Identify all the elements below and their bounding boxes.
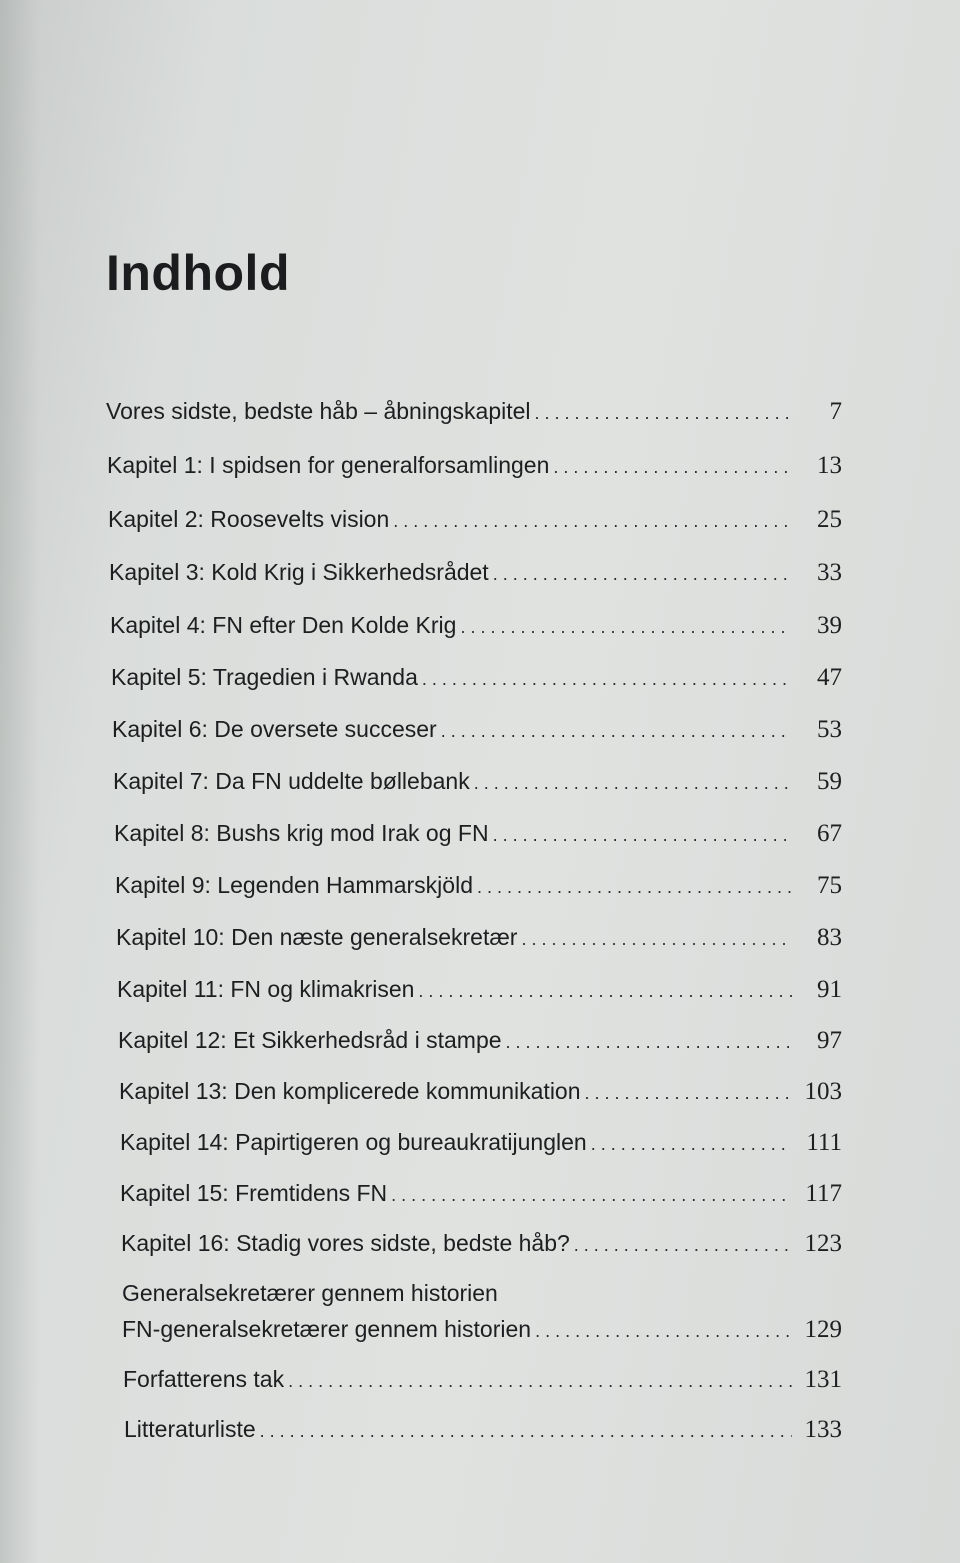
dot-leader	[393, 506, 792, 536]
toc-entry-page: 123	[804, 1230, 842, 1257]
toc-entry	[113, 766, 842, 798]
toc-entry	[112, 714, 842, 746]
dot-leader	[422, 664, 792, 694]
dot-leader	[493, 559, 792, 589]
toc-entry	[109, 557, 842, 589]
toc-entry-label: Kapitel 7: Da FN uddelte bøllebank	[113, 768, 470, 794]
dot-leader	[574, 1230, 792, 1260]
dot-leader	[477, 872, 792, 902]
toc-entry-page: 33	[817, 559, 842, 586]
toc-entry-page: 67	[817, 820, 842, 847]
toc-entry	[119, 1076, 842, 1108]
toc-entry	[117, 974, 842, 1006]
toc-entry	[114, 818, 842, 850]
toc-entry-label: Kapitel 6: De oversete succeser	[112, 716, 437, 742]
toc-entry-label: Kapitel 1: I spidsen for generalforsamlingen	[107, 452, 550, 478]
toc-entry-label: Kapitel 4: FN efter Den Kolde Krig	[110, 612, 457, 638]
toc-entry-page: 129	[804, 1316, 842, 1343]
toc-entry-page: 7	[829, 398, 842, 425]
toc-entry-label: Kapitel 5: Tragedien i Rwanda	[111, 664, 418, 690]
toc-entry	[121, 1228, 842, 1260]
toc-entry-label: Kapitel 2: Roosevelts vision	[108, 506, 390, 532]
toc-entry-label: Kapitel 10: Den næste generalsekretær	[116, 924, 518, 950]
dot-leader	[391, 1180, 792, 1210]
toc-entry-label: Kapitel 3: Kold Krig i Sikkerhedsrådet	[109, 559, 489, 585]
toc-entry-page: 75	[817, 872, 842, 899]
page-title: Indhold	[106, 245, 290, 301]
dot-leader	[460, 612, 792, 642]
toc-entry-page: 13	[817, 452, 842, 479]
toc-entry	[123, 1364, 842, 1396]
toc-entry	[111, 662, 842, 694]
toc-entry-label: Kapitel 11: FN og klimakrisen	[117, 976, 415, 1002]
dot-leader	[474, 768, 792, 798]
toc-entry	[124, 1414, 842, 1446]
toc-entry-heading-line: Generalsekretærer gennem historien	[122, 1280, 498, 1306]
toc-entry	[108, 504, 842, 536]
dot-leader	[535, 1316, 792, 1346]
toc-entry-page: 97	[817, 1027, 842, 1054]
toc-entry-label: Kapitel 14: Papirtigeren og bureaukratijunglen	[120, 1129, 587, 1155]
toc-entry-label: Vores sidste, bedste håb – åbningskapitel	[106, 398, 531, 424]
toc-entry-label: Kapitel 8: Bushs krig mod Irak og FN	[114, 820, 489, 846]
toc-entry-page: 25	[817, 506, 842, 533]
dot-leader	[493, 820, 792, 850]
toc-entry	[120, 1127, 842, 1159]
toc-entry-label: FN-generalsekretærer gennem historien	[122, 1316, 532, 1342]
toc-entry	[122, 1314, 842, 1346]
toc-entry	[110, 610, 842, 642]
toc-entry	[118, 1025, 842, 1057]
toc-entry-label: Kapitel 12: Et Sikkerhedsråd i stampe	[118, 1027, 502, 1053]
dot-leader	[506, 1027, 792, 1057]
toc-entry-page: 59	[817, 768, 842, 795]
toc-entry-page: 131	[804, 1366, 842, 1393]
toc-entry-label: Forfatterens tak	[123, 1366, 285, 1392]
dot-leader	[288, 1366, 792, 1396]
toc-entry	[106, 396, 842, 428]
dot-leader	[521, 924, 792, 954]
dot-leader	[260, 1416, 792, 1446]
dot-leader	[535, 398, 792, 428]
toc-entry	[115, 870, 842, 902]
toc-entry-page: 133	[804, 1416, 842, 1443]
dot-leader	[585, 1078, 792, 1108]
toc-entry-page: 47	[817, 664, 842, 691]
toc-entry-label: Kapitel 13: Den komplicerede kommunikation	[119, 1078, 581, 1104]
toc-entry-page: 83	[817, 924, 842, 951]
toc-entry-label: Kapitel 16: Stadig vores sidste, bedste håb?	[121, 1230, 570, 1256]
toc-entry-label: Kapitel 9: Legenden Hammarskjöld	[115, 872, 473, 898]
dot-leader	[553, 452, 792, 482]
toc-entry-page: 53	[817, 716, 842, 743]
dot-leader	[591, 1129, 792, 1159]
toc-entry-page: 103	[804, 1078, 842, 1105]
toc-entry	[107, 450, 842, 482]
toc-entry-page: 91	[817, 976, 842, 1003]
toc-entry-page: 39	[817, 612, 842, 639]
dot-leader	[418, 976, 792, 1006]
dot-leader	[441, 716, 792, 746]
toc-entry-label: Kapitel 15: Fremtidens FN	[120, 1180, 388, 1206]
toc-entry-label: Litteraturliste	[124, 1416, 256, 1442]
toc-entry	[116, 922, 842, 954]
toc-entry-page: 111	[806, 1129, 842, 1156]
toc-entry	[120, 1178, 842, 1210]
toc-entry-page: 117	[805, 1180, 842, 1207]
